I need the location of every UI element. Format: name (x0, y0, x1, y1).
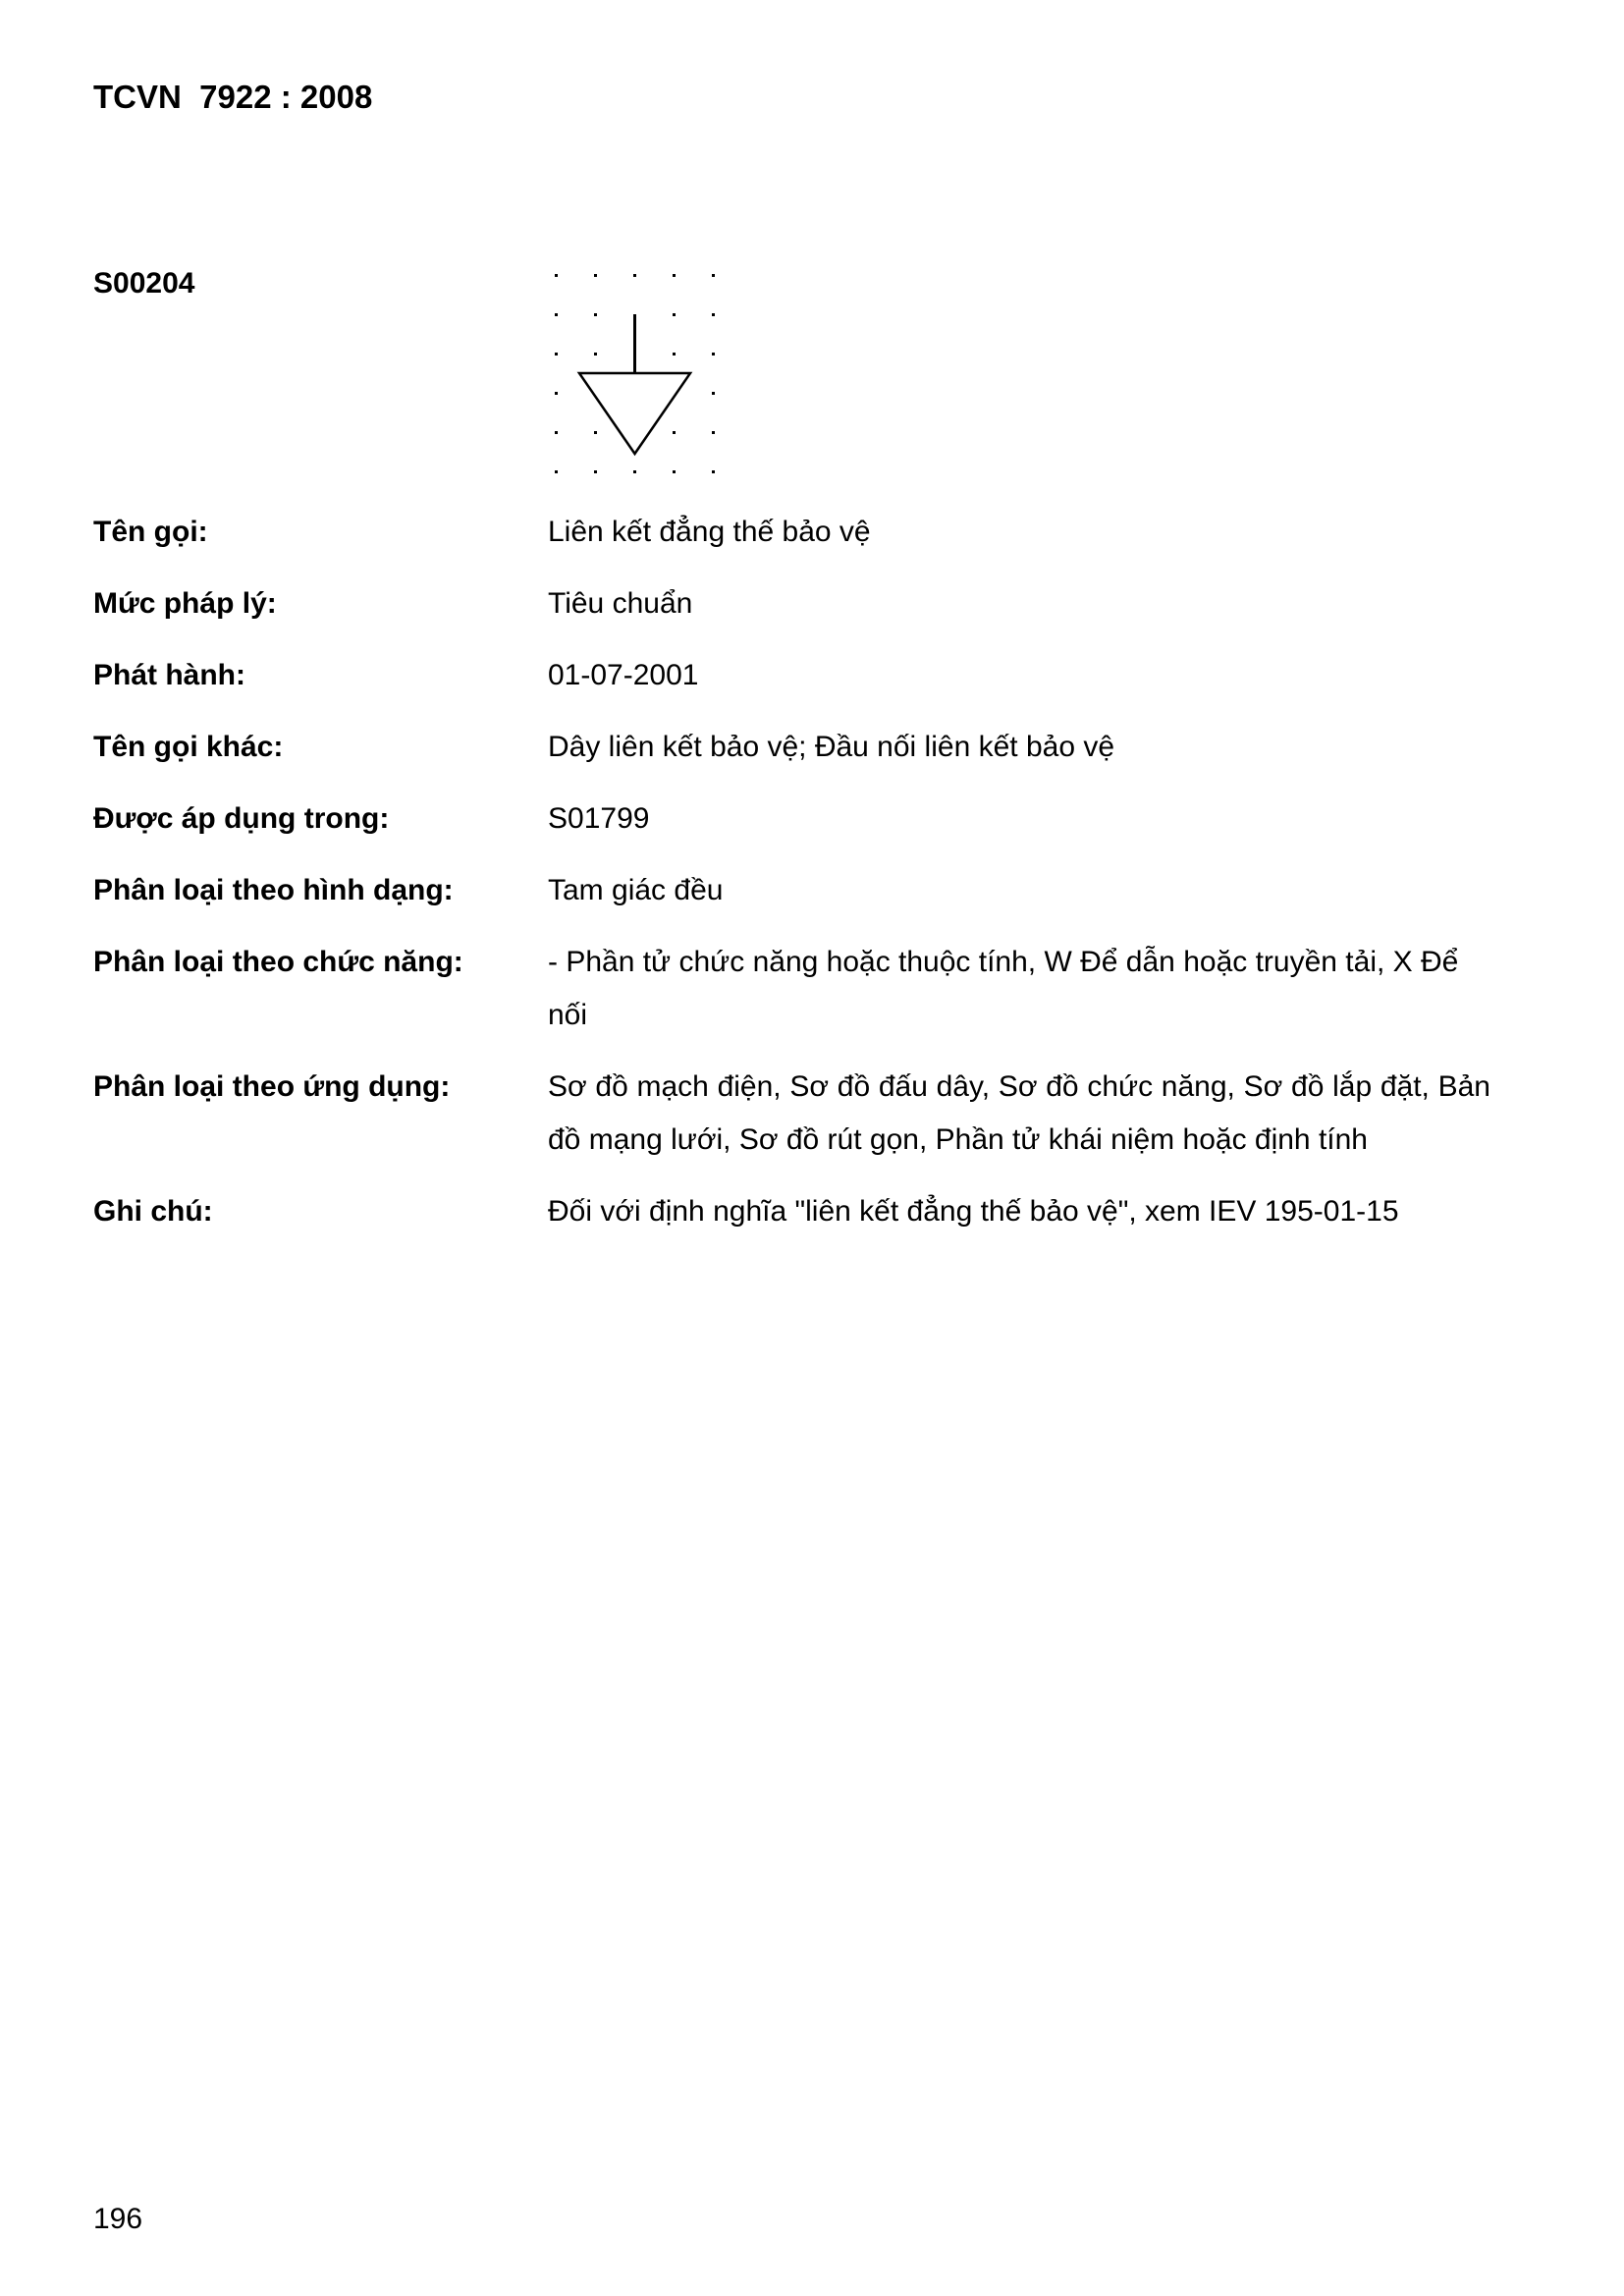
protective-equipotential-bonding-symbol-icon (538, 257, 734, 483)
field-value: 01-07-2001 (548, 659, 699, 691)
field-issued (93, 649, 1507, 702)
field-label: Ghi chú: (93, 1195, 213, 1228)
symbol-details (93, 506, 1507, 1257)
field-value: - Phần tử chức năng hoặc thuộc tính, W Để dẫn hoặc truyền tải, X Để nối (548, 946, 1459, 1031)
field-function-class (93, 936, 1507, 1042)
field-value: Liên kết đẳng thế bảo vệ (548, 516, 871, 548)
field-label: Phân loại theo chức năng: (93, 946, 463, 978)
field-application-class (93, 1061, 1507, 1167)
field-shape-class (93, 864, 1507, 917)
field-note (93, 1185, 1507, 1238)
field-label: Mức pháp lý: (93, 587, 277, 620)
field-other-names (93, 721, 1507, 774)
field-label: Tên gọi: (93, 516, 208, 548)
field-value: Tam giác đều (548, 874, 724, 906)
field-value: Tiêu chuẩn (548, 587, 693, 620)
field-legal-level (93, 577, 1507, 630)
field-label: Tên gọi khác: (93, 731, 284, 763)
field-value: S01799 (548, 802, 650, 835)
field-applied-in (93, 793, 1507, 846)
field-label: Phân loại theo ứng dụng: (93, 1070, 451, 1103)
field-label: Được áp dụng trong: (93, 802, 390, 835)
field-value: Dây liên kết bảo vệ; Đầu nối liên kết bảo vệ (548, 731, 1115, 763)
field-value: Đối với định nghĩa "liên kết đẳng thế bảo vệ", xem IEV 195-01-15 (548, 1195, 1399, 1228)
field-name (93, 506, 1507, 559)
field-label: Phân loại theo hình dạng: (93, 874, 454, 906)
triangle-shape (579, 373, 690, 454)
field-label: Phát hành: (93, 659, 245, 691)
page-number: 196 (93, 2203, 143, 2235)
standard-title: TCVN 7922 : 2008 (93, 79, 373, 115)
symbol-code: S00204 (93, 267, 195, 300)
field-value: Sơ đồ mạch điện, Sơ đồ đấu dây, Sơ đồ chức năng, Sơ đồ lắp đặt, Bản đồ mạng lưới, Sơ đồ rút gọn, Phần tử khái niệm hoặc định tính (548, 1070, 1490, 1156)
